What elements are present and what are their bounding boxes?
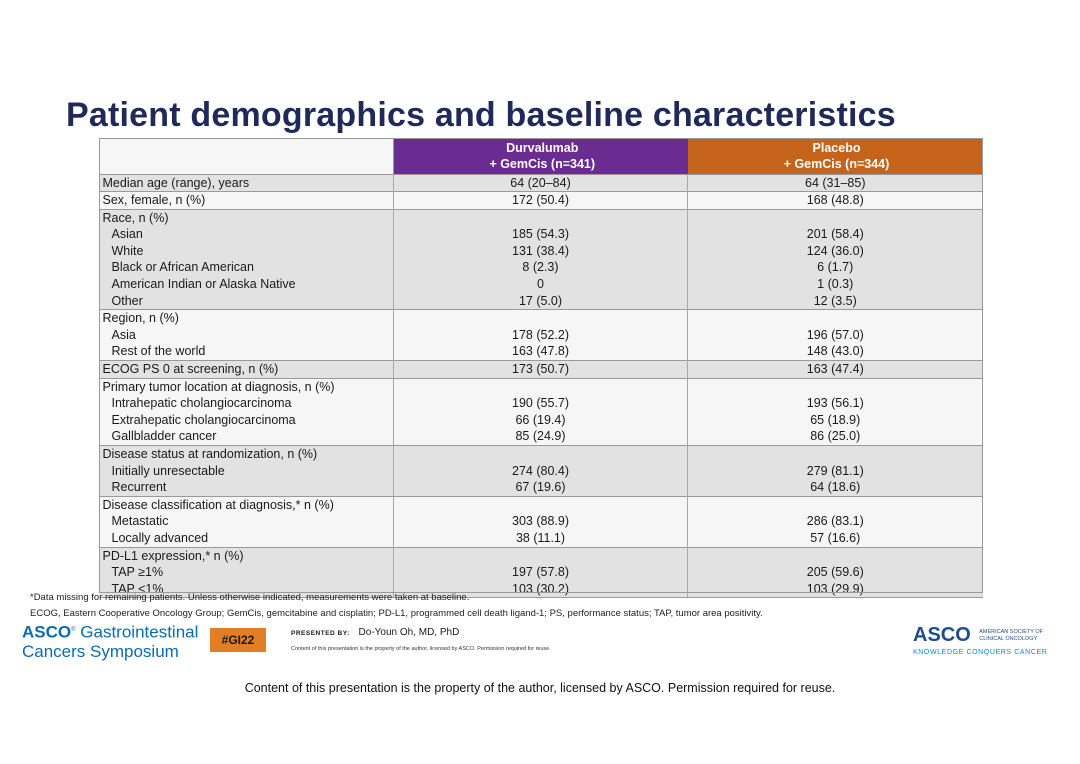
- placebo-value: 12 (3.5): [688, 293, 983, 310]
- asco-gi-symposium-logo: ASCO® Gastrointestinal Cancers Symposium: [22, 622, 199, 661]
- durvalumab-value: [394, 209, 688, 226]
- table-row: [100, 428, 983, 445]
- durvalumab-value: 67 (19.6): [394, 479, 688, 496]
- footnote-abbreviations: ECOG, Eastern Cooperative Oncology Group; GemCis, gemcitabine and cisplatin; PD-L1, programmed cell death ligand-1; PS, performance status; TAP, tumor area positivity.: [30, 608, 763, 619]
- durvalumab-value: 131 (38.4): [394, 243, 688, 260]
- durvalumab-value: 8 (2.3): [394, 259, 688, 276]
- table-row: [100, 530, 983, 547]
- row-label: Gallbladder cancer: [100, 428, 394, 445]
- logo-asco-text: ASCO: [22, 622, 72, 642]
- row-label: Disease classification at diagnosis,* n (%): [100, 496, 394, 513]
- placebo-value: 86 (25.0): [688, 428, 983, 445]
- header-placebo-line2: + GemCis (n=344): [783, 156, 890, 171]
- placebo-value: 286 (83.1): [688, 513, 983, 530]
- asco-logo: [913, 624, 1047, 656]
- table-row: [100, 361, 983, 379]
- presented-note: Content of this presentation is the property of the author, licensed by ASCO. Permission required for reuse.: [291, 646, 551, 652]
- durvalumab-value: 17 (5.0): [394, 293, 688, 310]
- row-label: TAP <1%: [100, 581, 394, 598]
- durvalumab-value: [394, 378, 688, 395]
- table-row: [100, 259, 983, 276]
- row-label: PD-L1 expression,* n (%): [100, 547, 394, 564]
- asco-tagline: KNOWLEDGE CONQUERS CANCER: [913, 649, 1048, 656]
- row-label: Initially unresectable: [100, 463, 394, 480]
- table-row: [100, 395, 983, 412]
- table-row: [100, 564, 983, 581]
- header-placebo: [688, 139, 983, 175]
- presented-by-label: PRESENTED BY:: [291, 630, 350, 637]
- durvalumab-value: 173 (50.7): [394, 361, 688, 379]
- placebo-value: 57 (16.6): [688, 530, 983, 547]
- placebo-value: 124 (36.0): [688, 243, 983, 260]
- row-label: Rest of the world: [100, 343, 394, 360]
- table-row: [100, 243, 983, 260]
- row-label: Other: [100, 293, 394, 310]
- copyright-footer: Content of this presentation is the property of the author, licensed by ASCO. Permission required for reuse.: [244, 681, 836, 695]
- placebo-value: [688, 310, 983, 327]
- table-row: [100, 192, 983, 210]
- placebo-value: 1 (0.3): [688, 276, 983, 293]
- header-durvalumab-line2: + GemCis (n=341): [489, 156, 596, 171]
- asco-society-text: [979, 629, 1043, 643]
- table-row: [100, 293, 983, 310]
- durvalumab-value: 163 (47.8): [394, 343, 688, 360]
- placebo-value: [688, 378, 983, 395]
- placebo-value: [688, 209, 983, 226]
- row-label: Metastatic: [100, 513, 394, 530]
- row-label: ECOG PS 0 at screening, n (%): [100, 361, 394, 379]
- row-label: American Indian or Alaska Native: [100, 276, 394, 293]
- durvalumab-value: 103 (30.2): [394, 581, 688, 598]
- footnote-missing-data: *Data missing for remaining patients. Unless otherwise indicated, measurements were taken at baseline.: [30, 592, 470, 603]
- table-header-row: [100, 139, 983, 175]
- durvalumab-value: 190 (55.7): [394, 395, 688, 412]
- table-row: [100, 226, 983, 243]
- placebo-value: [688, 496, 983, 513]
- page-title: Patient demographics and baseline characteristics: [66, 96, 896, 134]
- row-label: Asian: [100, 226, 394, 243]
- society-line2: CLINICAL ONCOLOGY: [979, 635, 1038, 642]
- durvalumab-value: 178 (52.2): [394, 327, 688, 344]
- durvalumab-value: 172 (50.4): [394, 192, 688, 210]
- row-label: Region, n (%): [100, 310, 394, 327]
- row-label: Locally advanced: [100, 530, 394, 547]
- row-label: Extrahepatic cholangiocarcinoma: [100, 412, 394, 429]
- durvalumab-value: [394, 310, 688, 327]
- durvalumab-value: 185 (54.3): [394, 226, 688, 243]
- placebo-value: 205 (59.6): [688, 564, 983, 581]
- placebo-value: 64 (31–85): [688, 174, 983, 192]
- hashtag-badge: #GI22: [210, 628, 266, 652]
- row-label: TAP ≥1%: [100, 564, 394, 581]
- logo-gastro-text: Gastrointestinal: [80, 622, 199, 642]
- placebo-value: 201 (58.4): [688, 226, 983, 243]
- durvalumab-value: 64 (20–84): [394, 174, 688, 192]
- placebo-value: [688, 446, 983, 463]
- placebo-value: 64 (18.6): [688, 479, 983, 496]
- row-label: Median age (range), years: [100, 174, 394, 192]
- header-durvalumab-line1: Durvalumab: [506, 140, 579, 155]
- table-row: [100, 412, 983, 429]
- row-label: Disease status at randomization, n (%): [100, 446, 394, 463]
- table-row: [100, 327, 983, 344]
- placebo-value: 148 (43.0): [688, 343, 983, 360]
- placebo-value: 279 (81.1): [688, 463, 983, 480]
- durvalumab-value: 197 (57.8): [394, 564, 688, 581]
- durvalumab-value: 38 (11.1): [394, 530, 688, 547]
- table-row: [100, 496, 983, 513]
- row-label: Race, n (%): [100, 209, 394, 226]
- logo-symposium-text: Cancers Symposium: [22, 641, 179, 661]
- row-label: Intrahepatic cholangiocarcinoma: [100, 395, 394, 412]
- table-row: [100, 310, 983, 327]
- row-label: Primary tumor location at diagnosis, n (%): [100, 378, 394, 395]
- durvalumab-value: 85 (24.9): [394, 428, 688, 445]
- demographics-table: [99, 138, 983, 598]
- table-row: [100, 463, 983, 480]
- presented-by: [291, 627, 459, 638]
- placebo-value: 163 (47.4): [688, 361, 983, 379]
- table-row: [100, 174, 983, 192]
- row-label: Asia: [100, 327, 394, 344]
- table-row: [100, 513, 983, 530]
- table-row: [100, 378, 983, 395]
- placebo-value: 6 (1.7): [688, 259, 983, 276]
- table-row: [100, 276, 983, 293]
- presenter-name: Do-Youn Oh, MD, PhD: [358, 627, 460, 638]
- placebo-value: 196 (57.0): [688, 327, 983, 344]
- header-durvalumab: [394, 139, 688, 175]
- durvalumab-value: [394, 446, 688, 463]
- row-label: Sex, female, n (%): [100, 192, 394, 210]
- row-label: White: [100, 243, 394, 260]
- durvalumab-value: 303 (88.9): [394, 513, 688, 530]
- durvalumab-value: 274 (80.4): [394, 463, 688, 480]
- durvalumab-value: [394, 496, 688, 513]
- table-row: [100, 479, 983, 496]
- row-label: Black or African American: [100, 259, 394, 276]
- row-label: Recurrent: [100, 479, 394, 496]
- placebo-value: 168 (48.8): [688, 192, 983, 210]
- table-row: [100, 209, 983, 226]
- placebo-value: 65 (18.9): [688, 412, 983, 429]
- header-placebo-line1: Placebo: [812, 140, 861, 155]
- asco-logo-text: ASCO: [913, 624, 971, 646]
- placebo-value: 103 (29.9): [688, 581, 983, 598]
- header-empty-cell: [100, 139, 394, 175]
- table-row: [100, 446, 983, 463]
- placebo-value: 193 (56.1): [688, 395, 983, 412]
- table-row: [100, 343, 983, 360]
- table-row: [100, 547, 983, 564]
- durvalumab-value: 0: [394, 276, 688, 293]
- placebo-value: [688, 547, 983, 564]
- durvalumab-value: 66 (19.4): [394, 412, 688, 429]
- society-line1: AMERICAN SOCIETY OF: [979, 628, 1044, 635]
- durvalumab-value: [394, 547, 688, 564]
